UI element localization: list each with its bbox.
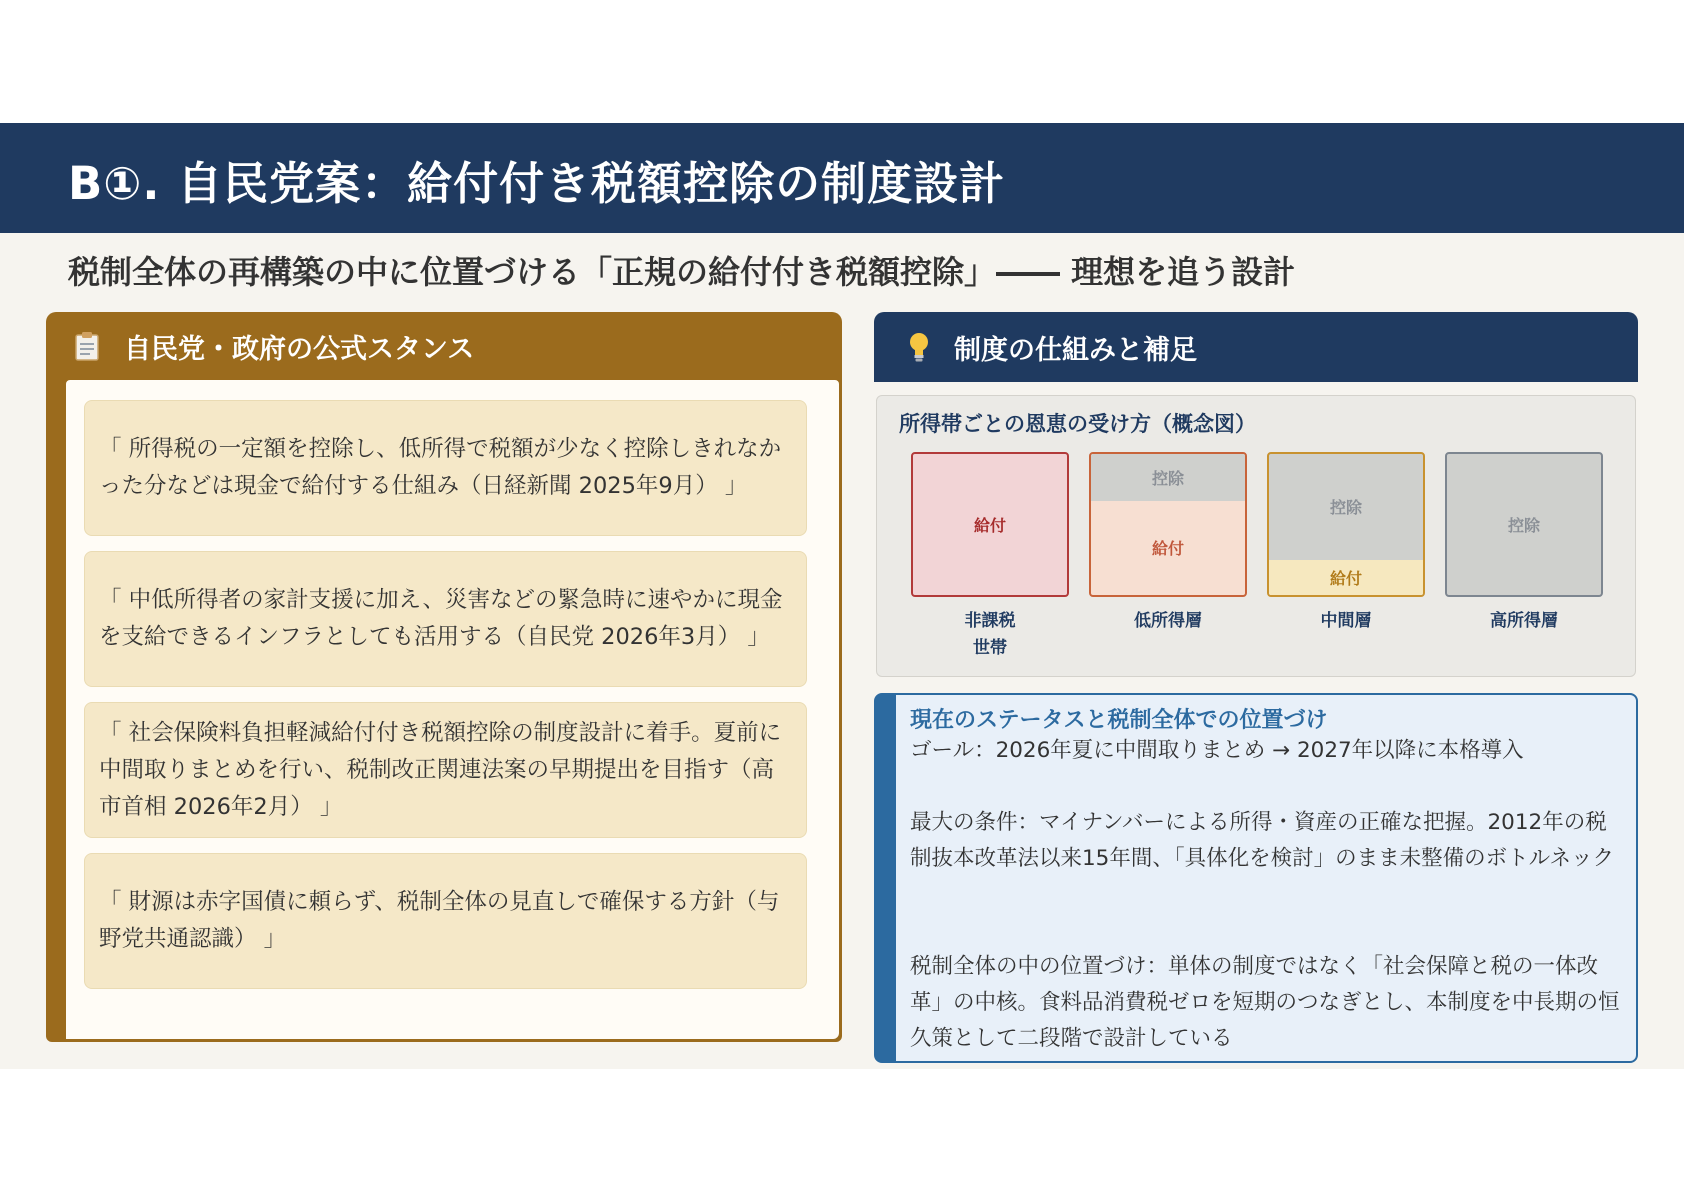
quote-card (84, 853, 807, 989)
quote-text: 「 中低所得者の家計支援に加え、災害などの緊急時に速やかに現金を支給できるインフラとしても活用する（自民党 2026年3月） 」 (99, 587, 783, 650)
quote-text: 「 社会保険料負担軽減給付付き税額控除の制度設計に着手。夏前に中間取りまとめを行い、税制改正関連法案の早期提出を目指す（高市首相 2026年2月） 」 (99, 719, 782, 820)
slide (0, 123, 1684, 1069)
benefit-segment: 給付 (1151, 539, 1184, 559)
diagram-bar-nontaxable (911, 452, 1069, 597)
quote-card (84, 551, 807, 687)
status-condition: 最大の条件：マイナンバーによる所得・資産の正確な把握。2012年の税制抜本改革法以来15年間、「具体化を検討」のまま未整備のボトルネック (910, 810, 1614, 871)
lightbulb-icon (908, 331, 930, 363)
page-title: B①. 自民党案：給付付き税額控除の制度設計 (68, 157, 1006, 210)
page-subtitle: 税制全体の再構築の中に位置づける「正規の給付付き税額控除」―― 理想を追う設計 (68, 253, 1296, 291)
stance-panel-header (46, 312, 842, 380)
title-bar (0, 123, 1684, 233)
quote-card (84, 400, 807, 536)
benefit-segment: 給付 (1269, 560, 1423, 595)
mechanism-panel-header (874, 312, 1638, 382)
diagram-label: 高所得層 (1490, 611, 1558, 631)
status-goal: ゴール：2026年夏に中間取りまとめ → 2027年以降に本格導入 (910, 738, 1524, 763)
quote-text: 「 財源は赤字国債に頼らず、税制全体の見直しで確保する方針（与野党共通認識） 」 (99, 889, 780, 952)
deduction-segment: 控除 (1329, 498, 1362, 518)
diagram-title: 所得帯ごとの恩恵の受け方（概念図） (899, 412, 1256, 436)
diagram-bar-high (1445, 452, 1603, 597)
status-box (874, 693, 1638, 1063)
clipboard-icon (74, 331, 100, 361)
deduction-segment: 控除 (1091, 454, 1245, 501)
income-diagram (876, 395, 1636, 677)
diagram-label: 低所得層 (1134, 611, 1202, 631)
deduction-segment: 控除 (1507, 516, 1540, 535)
stance-panel-title: 自民党・政府の公式スタンス (124, 333, 475, 365)
status-position: 税制全体の中の位置づけ：単体の制度ではなく「社会保障と税の一体改革」の中核。食料品消費税ゼロを短期のつなぎとし、本制度を中長期の恒久策として二段階で設計している (910, 954, 1620, 1051)
benefit-segment: 給付 (973, 516, 1006, 535)
diagram-bar-middle (1267, 452, 1425, 597)
diagram-label: 中間層 (1320, 611, 1372, 631)
status-title: 現在のステータスと税制全体での位置づけ (910, 708, 1328, 733)
quote-card (84, 702, 807, 838)
stance-panel (46, 312, 842, 1042)
mechanism-panel-title: 制度の仕組みと補足 (954, 334, 1197, 366)
stance-panel-body (66, 380, 839, 1039)
quote-text: 「 所得税の一定額を控除し、低所得で税額が少なく控除しきれなかった分などは現金で給付する仕組み（日経新聞 2025年9月） 」 (99, 436, 782, 499)
diagram-bar-low (1089, 452, 1247, 597)
diagram-label: 非課税 世帯 (964, 611, 1016, 658)
